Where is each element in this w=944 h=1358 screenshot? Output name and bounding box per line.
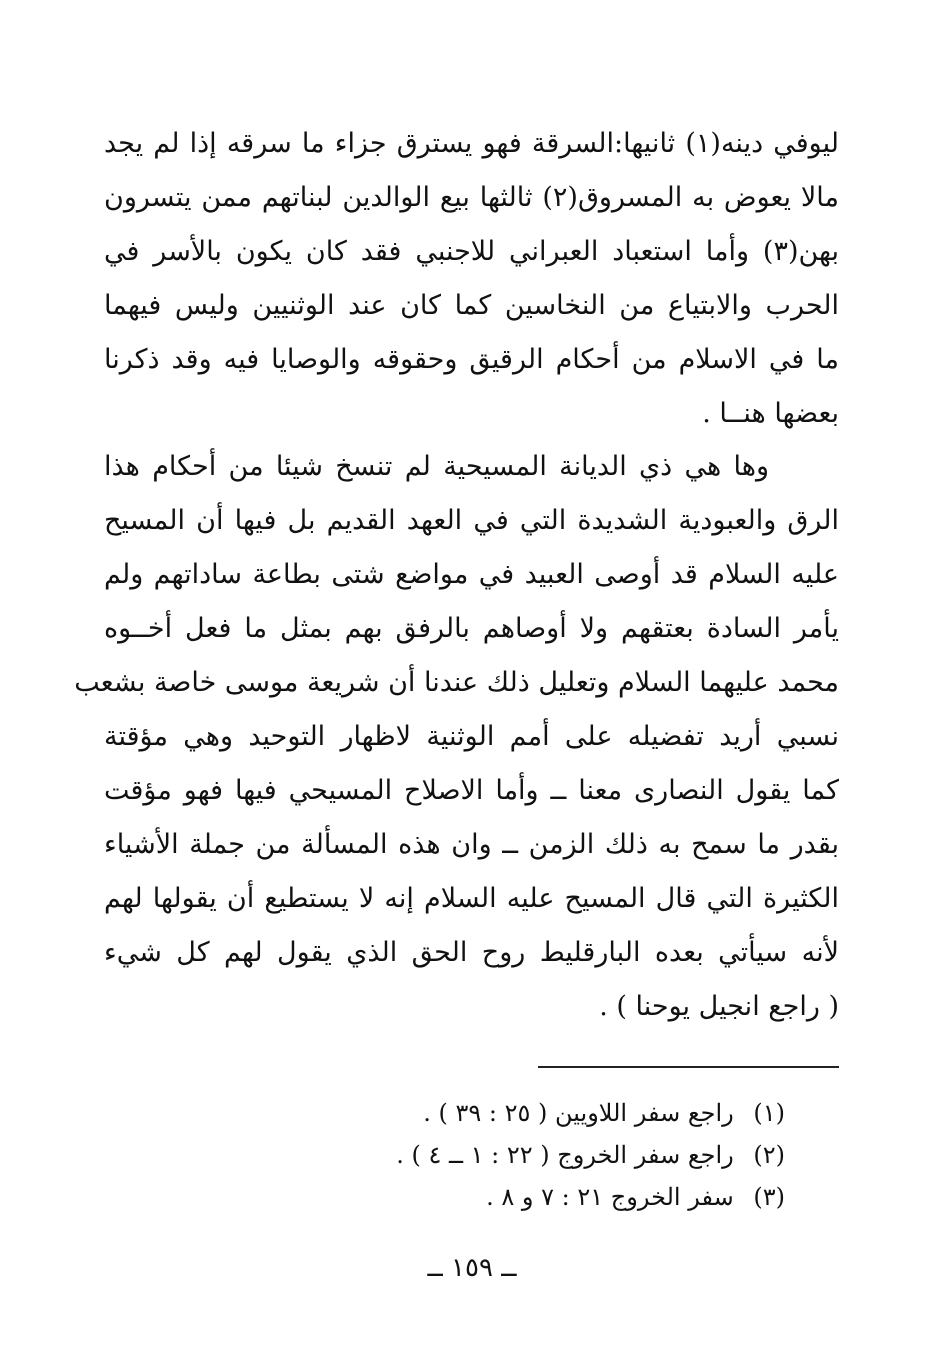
footnote-text: راجع سفر الخروج ( ٢٢ : ١ ــ ٤ ) .	[396, 1141, 734, 1169]
footnote-text: سفر الخروج ٢١ : ٧ و ٨ .	[486, 1183, 734, 1211]
footnotes	[300, 1092, 785, 1218]
footnote-1	[300, 1092, 785, 1134]
text-line: الكثيرة التي قال المسيح عليه السلام إنه لا يستطيع أن يقولها لهم	[104, 883, 839, 914]
paragraph-2	[74, 440, 839, 1034]
text-line: وها هي ذي الديانة المسيحية لم تنسخ شيئا من أحكام هذا	[104, 451, 769, 482]
footnote-3	[300, 1176, 785, 1218]
text-line: عليه السلام قد أوصى العبيد في مواضع شتى بطاعة ساداتهم ولم	[104, 559, 839, 590]
text-line: بعضها هنــا .	[702, 398, 839, 429]
paragraph-1	[104, 117, 839, 441]
text-line: ليوفي دينه(١) ثانيها:السرقة فهو يسترق جزاء ما سرقه إذا لم يجد	[104, 128, 839, 159]
footnote-text: راجع سفر اللاويين ( ٢٥ : ٣٩ ) .	[423, 1099, 734, 1127]
text-line: مالا يعوض به المسروق(٢) ثالثها بيع الوالدين لبناتهم ممن يتسرون	[104, 182, 839, 213]
text-line: بقدر ما سمح به ذلك الزمن ــ وان هذه المسألة من جملة الأشياء	[104, 829, 839, 860]
footnote-number: (٣)	[753, 1183, 785, 1211]
footnote-divider	[538, 1066, 839, 1068]
text-line: يأمر السادة بعتقهم ولا أوصاهم بالرفق بهم بمثل ما فعل أخــوه	[104, 613, 839, 644]
page-number: ــ ١٥٩ ــ	[427, 1253, 517, 1283]
footnote-number: (١)	[753, 1099, 785, 1127]
text-line: لأنه سيأتي بعده البارقليط روح الحق الذي يقول لهم كل شيء	[104, 937, 839, 968]
text-line: الرق والعبودية الشديدة التي في العهد القديم بل فيها أن المسيح	[104, 505, 839, 536]
text-line: كما يقول النصارى معنا ــ وأما الاصلاح المسيحي فيها فهو مؤقت	[104, 775, 839, 806]
footnote-number: (٢)	[753, 1141, 785, 1169]
text-line: الحرب والابتياع من النخاسين كما كان عند الوثنيين وليس فيهما	[104, 290, 839, 321]
text-line: ما في الاسلام من أحكام الرقيق وحقوقه والوصايا فيه وقد ذكرنا	[104, 344, 839, 375]
text-line: محمد عليهما السلام وتعليل ذلك عندنا أن شريعة موسى خاصة بشعب	[74, 667, 839, 698]
text-line: نسبي أريد تفضيله على أمم الوثنية لاظهار التوحيد وهي مؤقتة	[104, 721, 839, 752]
text-line: ( راجع انجيل يوحنا ) .	[599, 991, 839, 1022]
text-line: بهن(٣) وأما استعباد العبراني للاجنبي فقد كان يكون بالأسر في	[104, 236, 839, 267]
footnote-2	[300, 1134, 785, 1176]
